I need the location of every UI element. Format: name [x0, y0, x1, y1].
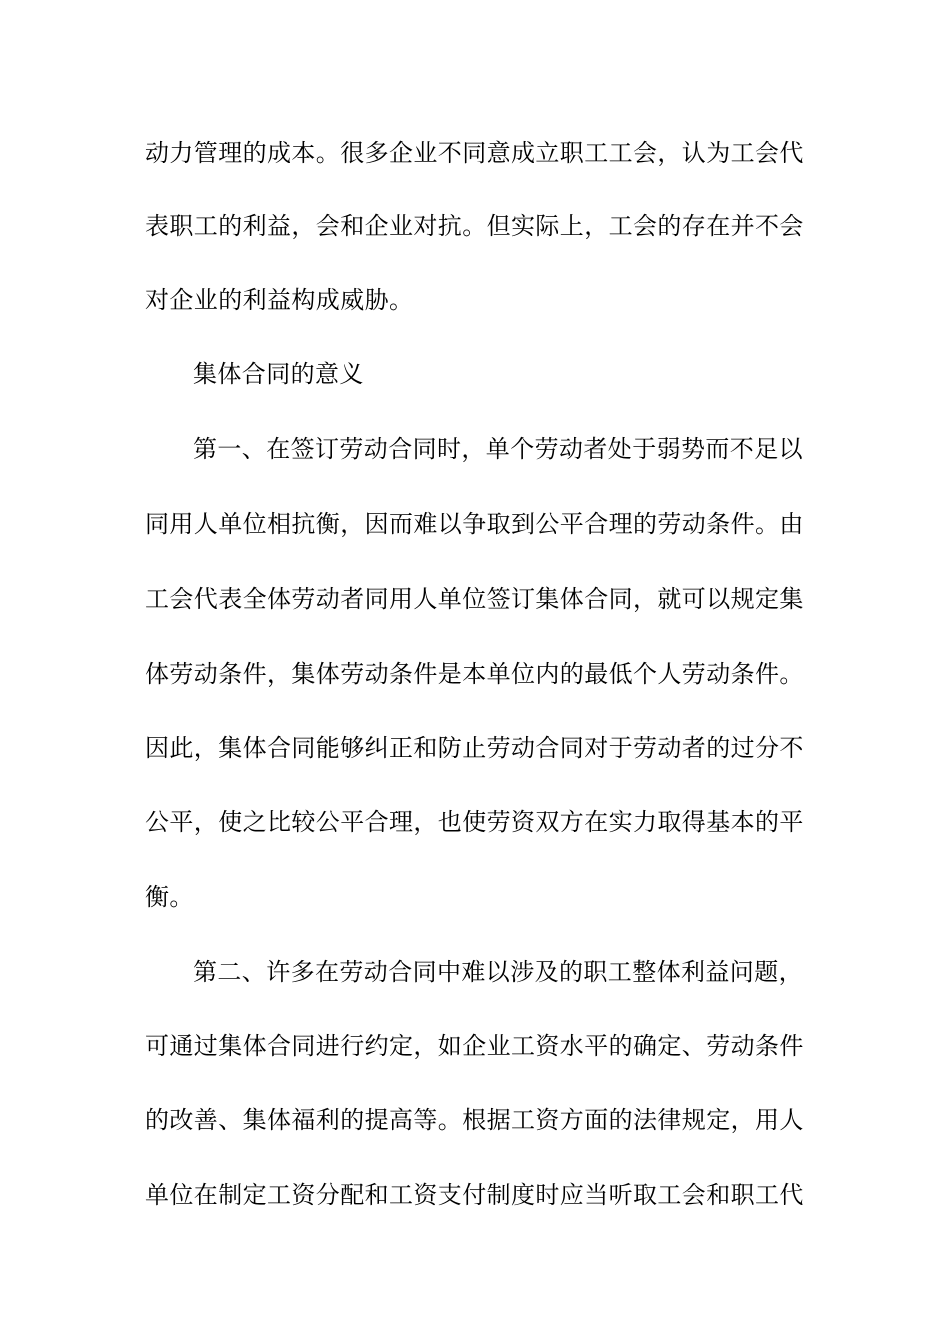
section-heading: 集体合同的意义 [193, 360, 364, 388]
paragraph-line: 因此，集体合同能够纠正和防止劳动合同对于劳动者的过分不 [145, 734, 804, 762]
paragraph-line: 表职工的利益，会和企业对抗。但实际上，工会的存在并不会 [145, 212, 804, 240]
paragraph-line: 衡。 [145, 883, 194, 911]
paragraph-line: 可通过集体合同进行约定，如企业工资水平的确定、劳动条件 [145, 1032, 804, 1060]
paragraph-line: 动力管理的成本。很多企业不同意成立职工工会，认为工会代 [145, 139, 804, 167]
paragraph-line: 公平，使之比较公平合理，也使劳资双方在实力取得基本的平 [145, 808, 804, 836]
paragraph-line: 工会代表全体劳动者同用人单位签订集体合同，就可以规定集 [145, 585, 804, 613]
paragraph-line: 同用人单位相抗衡，因而难以争取到公平合理的劳动条件。由 [145, 510, 804, 538]
paragraph-line: 第二、许多在劳动合同中难以涉及的职工整体利益问题， [193, 958, 803, 986]
paragraph-line: 对企业的利益构成威胁。 [145, 286, 414, 314]
paragraph-line: 的改善、集体福利的提高等。根据工资方面的法律规定，用人 [145, 1106, 804, 1134]
paragraph-line: 单位在制定工资分配和工资支付制度时应当听取工会和职工代 [145, 1181, 804, 1209]
paragraph-line: 第一、在签订劳动合同时，单个劳动者处于弱势而不足以 [193, 435, 803, 463]
paragraph-line: 体劳动条件，集体劳动条件是本单位内的最低个人劳动条件。 [145, 660, 804, 688]
